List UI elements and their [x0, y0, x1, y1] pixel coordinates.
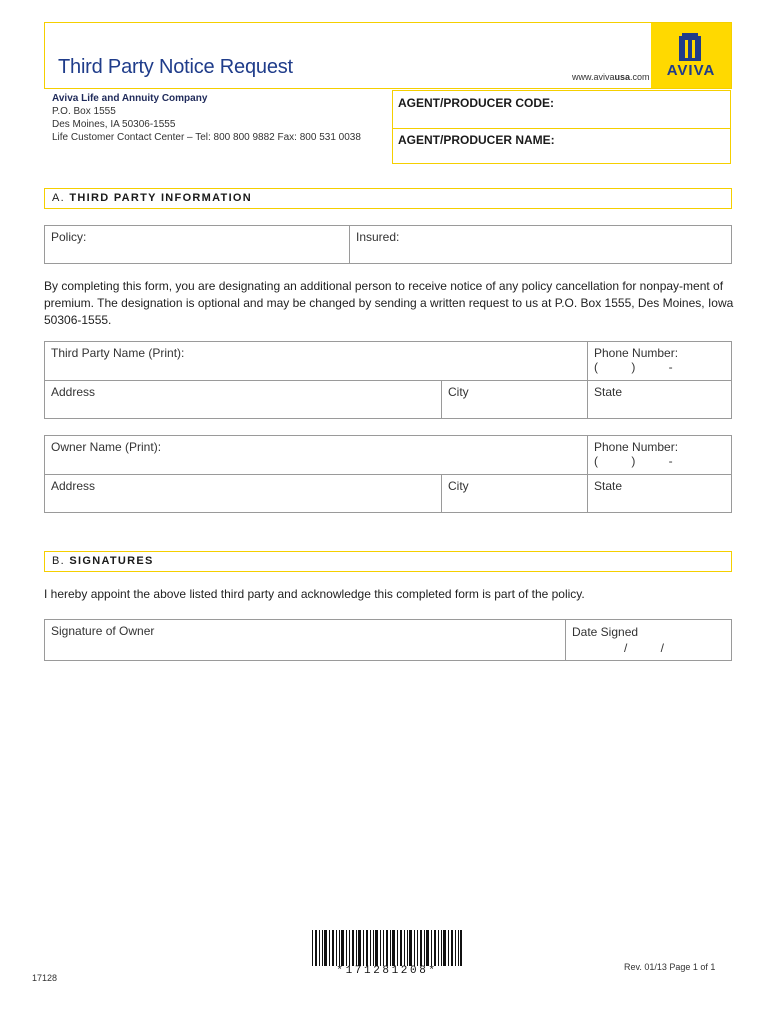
third-party-phone-format: ( ) - — [594, 360, 673, 374]
appointment-statement: I hereby appoint the above listed third party and acknowledge this completed form is part of the policy. — [44, 587, 585, 601]
owner-city-label: City — [448, 479, 469, 493]
third-party-name-label: Third Party Name (Print): — [51, 346, 185, 360]
third-party-city-field[interactable] — [442, 381, 587, 418]
owner-phone-field[interactable] — [588, 436, 731, 474]
barcode — [312, 930, 462, 966]
third-party-address-field[interactable] — [45, 381, 441, 418]
section-a-title: THIRD PARTY INFORMATION — [69, 192, 253, 204]
date-format: / / — [624, 641, 665, 655]
page-title: Third Party Notice Request — [58, 56, 293, 78]
section-a-header — [44, 188, 732, 209]
company-name: Aviva Life and Annuity Company — [52, 93, 208, 104]
logo-text: AVIVA — [666, 62, 716, 79]
date-signed-field[interactable] — [566, 620, 731, 660]
company-info — [52, 92, 361, 144]
third-party-city-label: City — [448, 385, 469, 399]
insured-label: Insured: — [356, 230, 400, 244]
barcode-text: *171281208* — [336, 965, 438, 977]
agent-name-label: AGENT/PRODUCER NAME: — [398, 133, 555, 147]
revision-info: Rev. 01/13 Page 1 of 1 — [624, 962, 716, 972]
policy-label: Policy: — [51, 230, 87, 244]
third-party-name-field[interactable] — [45, 342, 587, 380]
agent-code-field[interactable] — [393, 91, 730, 129]
owner-name-label: Owner Name (Print): — [51, 440, 162, 454]
insured-field[interactable] — [350, 226, 731, 263]
website-suffix: .com — [630, 72, 650, 82]
form-number: 17128 — [32, 973, 58, 983]
aviva-building-icon — [679, 33, 701, 61]
agent-code-label: AGENT/PRODUCER CODE: — [398, 96, 555, 110]
policy-field[interactable] — [45, 226, 349, 263]
third-party-phone-field[interactable] — [588, 342, 731, 380]
owner-signature-label: Signature of Owner — [51, 624, 155, 638]
third-party-address-label: Address — [51, 385, 96, 399]
third-party-state-field[interactable] — [588, 381, 731, 418]
owner-signature-field[interactable] — [45, 620, 565, 660]
signature-table — [44, 619, 732, 661]
agent-box — [392, 90, 731, 164]
website-bold: usa — [614, 72, 631, 82]
owner-phone-label: Phone Number: — [594, 440, 679, 454]
website-link[interactable] — [572, 72, 650, 82]
owner-phone-format: ( ) - — [594, 454, 673, 468]
designation-paragraph: By completing this form, you are designating an additional person to receive notice of any policy cancellation for nonpay-ment of premium. The designation is optional and may be changed by sending a written request to us at P.O. Box 1555, Des Moines, Iowa 50306-1555. — [44, 279, 734, 327]
owner-state-field[interactable] — [588, 475, 731, 512]
agent-name-field[interactable] — [393, 129, 730, 165]
section-a-letter: A. — [52, 192, 65, 204]
company-address2: Des Moines, IA 50306-1555 — [52, 119, 176, 130]
date-signed-label: Date Signed — [572, 625, 639, 639]
section-b-letter: B. — [52, 555, 65, 567]
owner-address-label: Address — [51, 479, 96, 493]
third-party-table — [44, 341, 732, 419]
section-b-header — [44, 551, 732, 572]
website-prefix: www.aviva — [572, 72, 615, 82]
company-address1: P.O. Box 1555 — [52, 106, 116, 117]
third-party-phone-label: Phone Number: — [594, 346, 679, 360]
section-b-title: SIGNATURES — [69, 555, 154, 567]
owner-name-field[interactable] — [45, 436, 587, 474]
company-contact: Life Customer Contact Center – Tel: 800 800 9882 Fax: 800 531 0038 — [52, 132, 361, 143]
owner-table — [44, 435, 732, 513]
owner-address-field[interactable] — [45, 475, 441, 512]
owner-city-field[interactable] — [442, 475, 587, 512]
policy-table — [44, 225, 732, 264]
third-party-state-label: State — [594, 385, 623, 399]
owner-state-label: State — [594, 479, 623, 493]
